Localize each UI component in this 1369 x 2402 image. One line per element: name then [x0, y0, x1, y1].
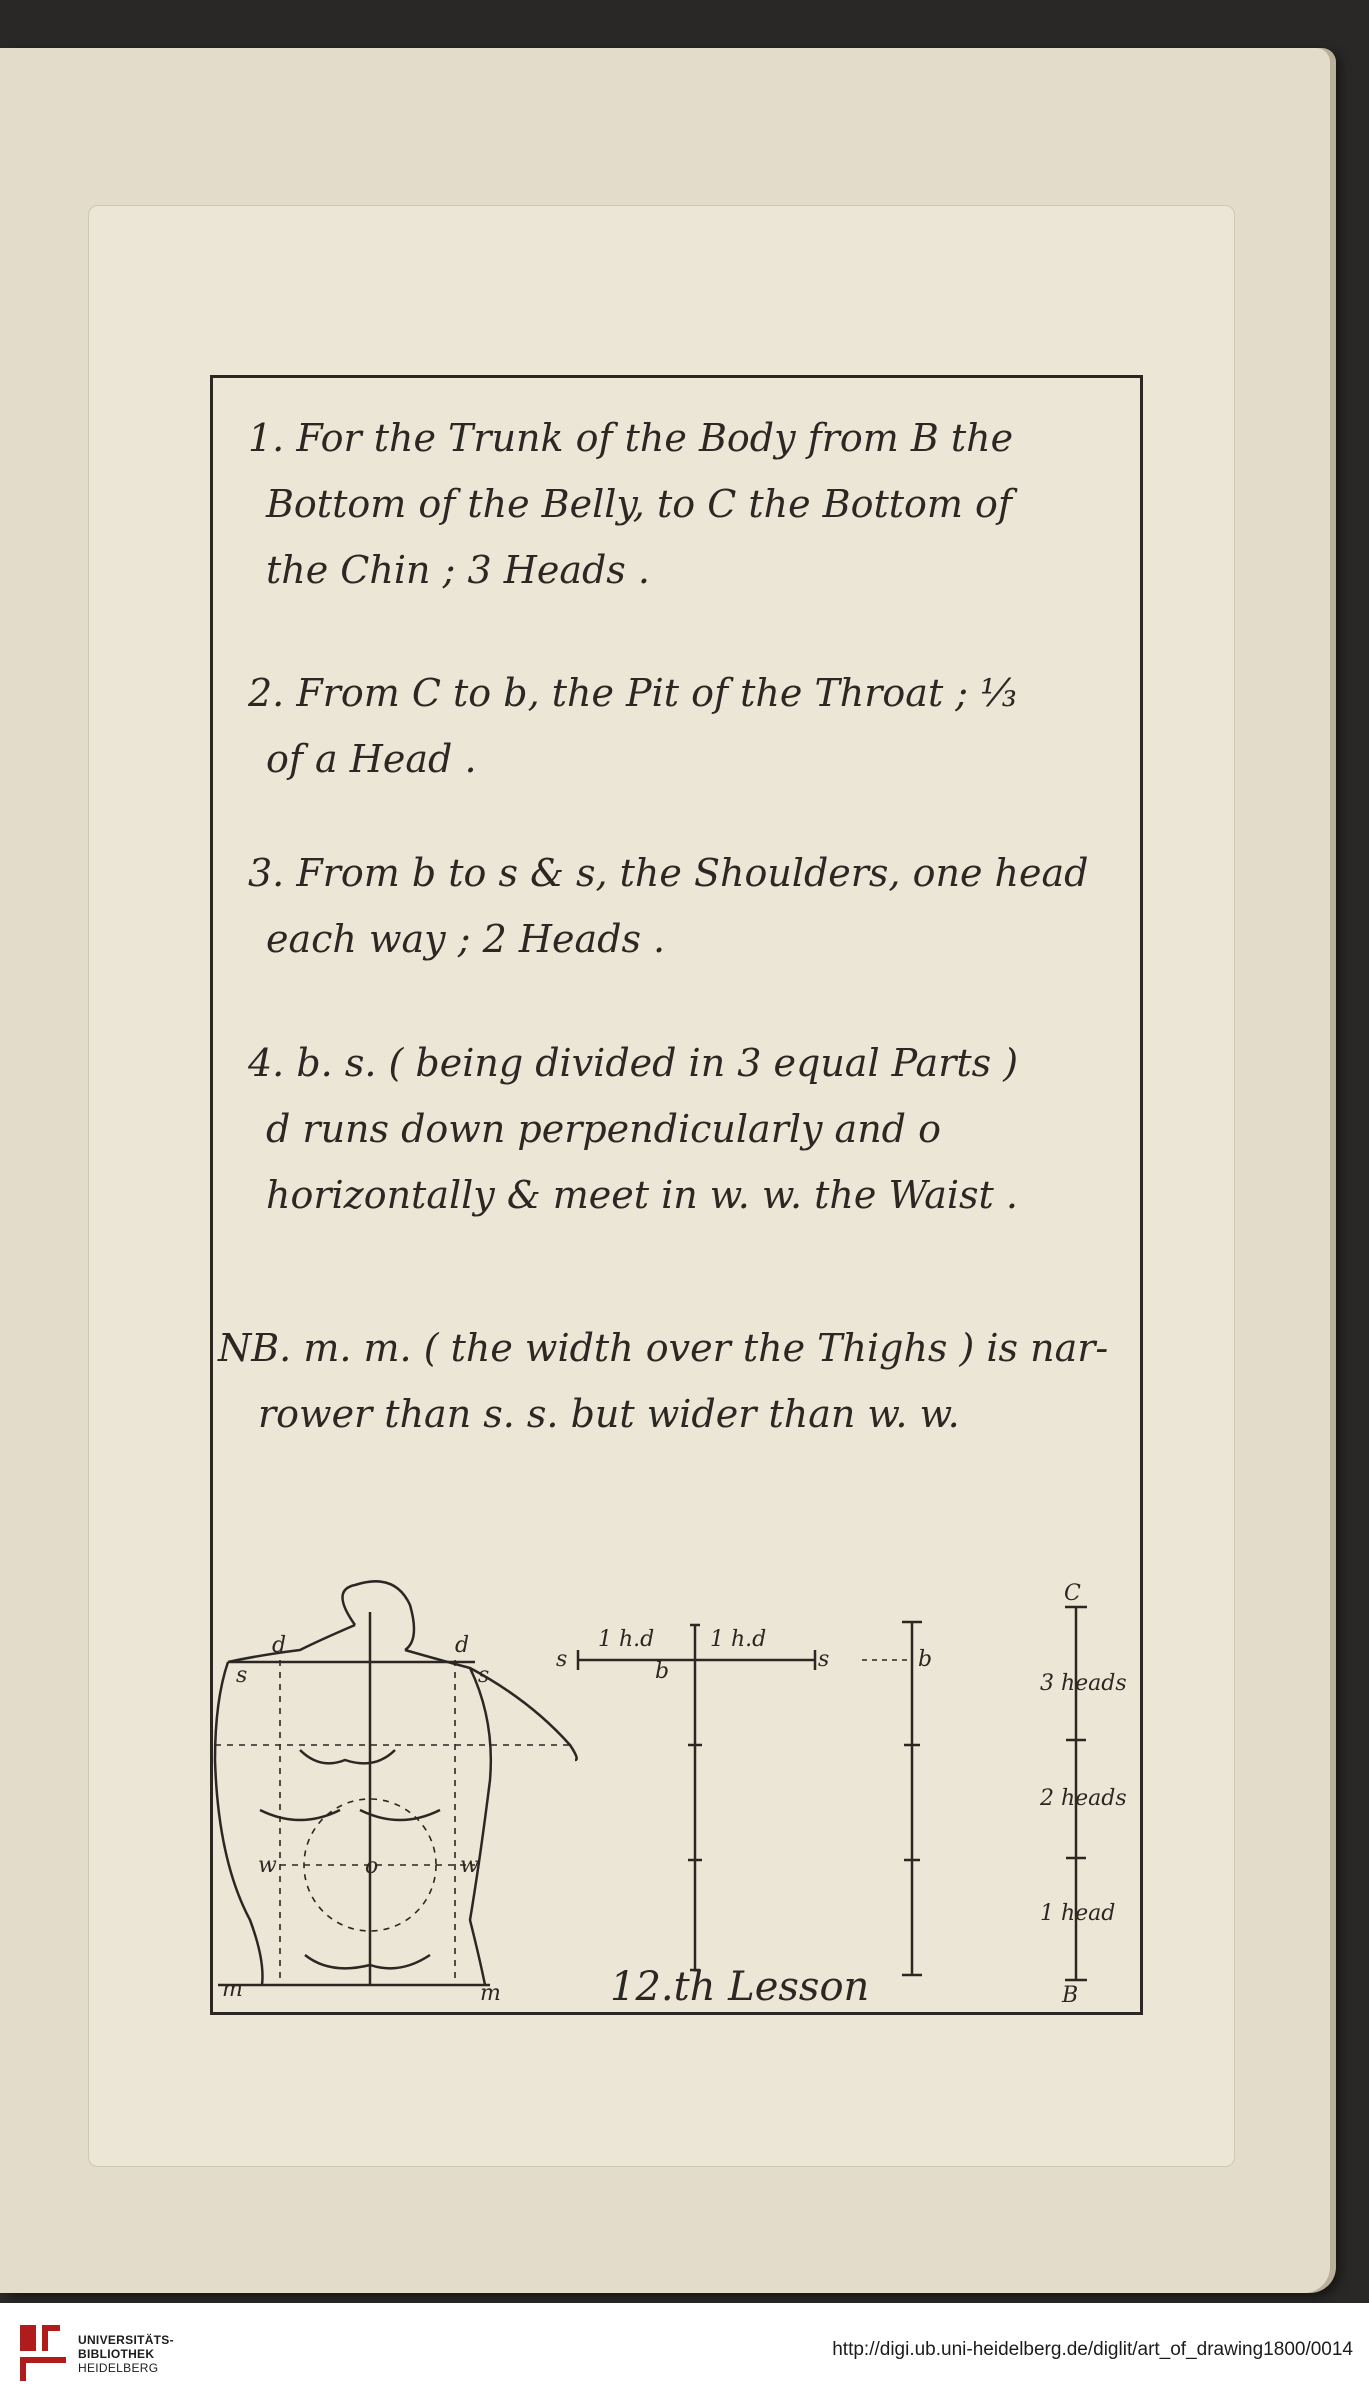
scale-mark-2: 2 heads — [1040, 1786, 1127, 1811]
label-s-t-left: s — [556, 1647, 568, 1672]
scale-mark-3: 3 heads — [1040, 1671, 1127, 1696]
source-url[interactable]: http://digi.ub.uni-heidelberg.de/diglit/art_of_drawing1800/0014 — [832, 2339, 1353, 2360]
label-s-left: s — [236, 1663, 248, 1688]
label-head-left: 1 h.d — [598, 1627, 655, 1652]
guide-lines — [215, 1660, 575, 1985]
scale-mark-1: 1 head — [1040, 1901, 1116, 1926]
label-b-bottom: B — [1062, 1983, 1079, 2008]
label-m-right: m — [480, 1981, 501, 2006]
label-s-right: s — [478, 1663, 490, 1688]
label-b-right: b — [918, 1647, 933, 1672]
lesson-label: 12.th Lesson — [610, 1964, 870, 2010]
label-d-left: d — [272, 1633, 287, 1658]
label-w-left: w — [258, 1853, 277, 1878]
label-c: C — [1064, 1581, 1081, 1606]
text-line: NB. m. m. ( the width over the Thighs ) is nar- — [218, 1326, 1109, 1370]
label-o: o — [365, 1854, 379, 1879]
figure-labels — [222, 1633, 501, 2006]
label-w-right: w — [460, 1853, 479, 1878]
b-measure — [862, 1622, 922, 1975]
label-head-right: 1 h.d — [710, 1627, 767, 1652]
footer-bar — [0, 2303, 1369, 2402]
t-labels — [556, 1627, 829, 1684]
scale-labels — [1039, 1581, 1127, 2008]
text-line: each way ; 2 Heads . — [266, 917, 666, 961]
text-line: rower than s. s. but wider than w. w. — [258, 1392, 960, 1436]
text-line: 3. From b to s & s, the Shoulders, one head — [248, 851, 1089, 895]
label-b-t: b — [655, 1659, 670, 1684]
text-line: the Chin ; 3 Heads . — [266, 548, 650, 592]
label-d-right: d — [455, 1633, 470, 1658]
library-name[interactable] — [78, 2333, 174, 2375]
label-s-t-right: s — [818, 1647, 830, 1672]
text-line: 4. b. s. ( being divided in 3 equal Parts ) — [248, 1041, 1019, 1085]
university-logo-icon[interactable] — [14, 2321, 72, 2385]
text-line: 2. From C to b, the Pit of the Throat ; ⅓ — [248, 671, 1018, 715]
text-line: d runs down perpendicularly and o — [266, 1107, 941, 1151]
library-line-3: HEIDELBERG — [78, 2361, 159, 2375]
text-line: horizontally & meet in w. w. the Waist . — [266, 1173, 1018, 1217]
library-line-2: BIBLIOTHEK — [78, 2347, 155, 2361]
text-line: 1. For the Trunk of the Body from B the — [248, 416, 1014, 460]
label-m-left: m — [222, 1977, 243, 2002]
text-line: of a Head . — [266, 737, 477, 781]
library-line-1: UNIVERSITÄTS- — [78, 2333, 174, 2347]
torso-figure — [215, 1581, 577, 1985]
t-measure — [578, 1625, 815, 1970]
text-line: Bottom of the Belly, to C the Bottom of — [266, 482, 1012, 526]
